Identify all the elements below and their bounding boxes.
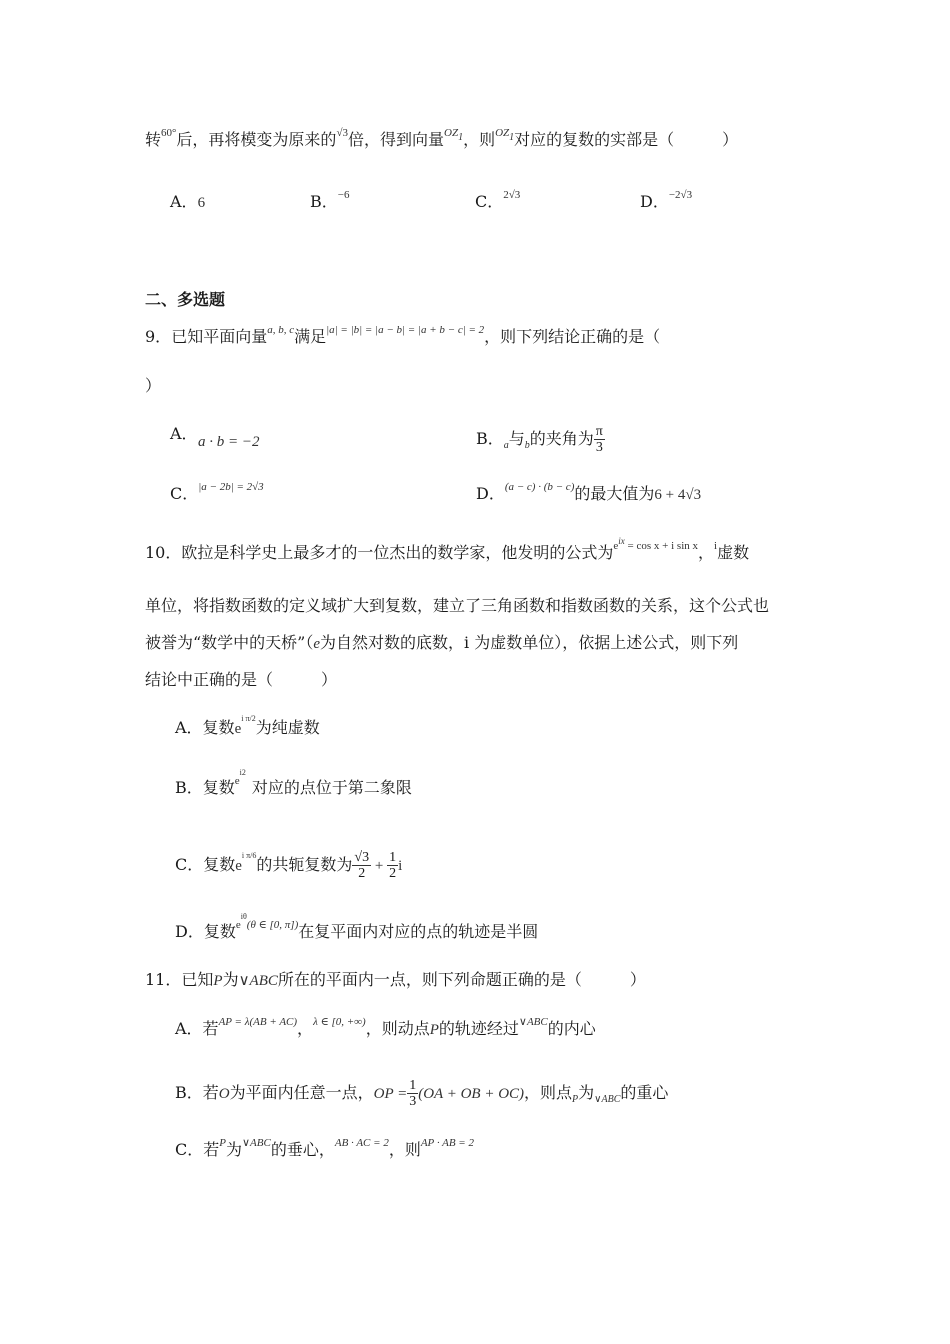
q8-option-b: B．$^{-6}$: [310, 189, 350, 211]
q10-stem-line3: 被誉为“数学中的天桥”（e为自然对数的底数，i 为虚数单位），依据上述公式，则下列: [145, 633, 739, 652]
q10-option-d: D．复数$^{ei\theta(\theta \in [0, \pi])}$在复平面内对应的点的轨迹是半圆: [175, 912, 539, 941]
q10-option-a: A．复数$e^{i \pi/2}$为纯虚数: [175, 714, 320, 737]
q11-option-a: A．若$^{AP = \lambda(AB + AC)}$，$^{\lambda \in [0, +\infty)}$，则动点P的轨迹经过$^{\vee ABC}$的内心: [175, 1016, 596, 1038]
q10-stem-line1: 10．欧拉是科学史上最多才的一位杰出的数学家，他发明的公式为$^{e^{ix} = cos x + i sin x}$，$^i$虚数: [145, 536, 750, 562]
q9-option-a-expr: a · b = −2: [198, 434, 260, 450]
one-half: $\frac{1}{2}$: [389, 850, 397, 881]
q11-option-b: B．若O为平面内任意一点，OP = $\frac{1}{3}$ (OA + OB + OC)，则点$_P$为$_{\vee ABC}$的重心: [175, 1078, 669, 1109]
q9-condition: |a| = |b| = |a − b| = |a + b − c| = 2: [326, 324, 485, 336]
q9-option-c: C．$^{|a - 2b| = 2√3}$: [170, 481, 264, 503]
q9-option-b: B．$_a$与$_b$的夹角为 $\frac{\pi}{3}$: [476, 424, 603, 455]
euler-formula: eix = cos x + i sin x: [613, 536, 698, 552]
q10-stem-line2: 单位，将指数函数的定义域扩大到复数，建立了三角函数和指数函数的关系，这个公式也: [145, 596, 770, 615]
triangle-abc: ∨ABC: [238, 973, 278, 989]
sqrt3: √3: [336, 127, 348, 139]
one-third: $\frac{1}{3}$: [409, 1078, 417, 1109]
q11-stem: 11．已知P为∨ABC所在的平面内一点，则下列命题正确的是（ ）: [145, 970, 646, 989]
q10-option-c: C．复数$e^{i \pi/6}$的共轭复数为 $\frac{√3}{2}$ + $\frac{1}{2}$ i: [175, 850, 403, 881]
q8-option-a: A．6: [170, 192, 206, 211]
sqrt3-over-2: $\frac{√3}{2}$: [354, 850, 370, 881]
q9-stem: 9．已知平面向量$^{a, b, c}$满足$^{|a| = |b| = |a - b| = |a + b - c| = 2}$，则下列结论正确的是（: [145, 324, 661, 346]
q9-option-d: D．$^{(a - c) \cdot (b - c)}$的最大值为6 + 4√3: [476, 481, 702, 503]
q11-option-c: C．若$^P$为$^{\vee ABC}$的垂心，$^{AB \cdot AC = 2}$，则$^{AP \cdot AB = 2}$: [175, 1137, 474, 1159]
q8-stem-line: 转$^{60^\circ}$后，再将模变为原来的$^{√3}$倍，得到向量$^{OZ1}$，则$^{OZ1}$对应的复数的实部是（ ）: [145, 127, 739, 149]
q9-vars: a, b, c: [267, 324, 295, 336]
section-title: 二、多选题: [145, 290, 226, 309]
q9-stem-close: ）: [145, 376, 162, 395]
pi-over-3: $\frac{\pi}{3}$: [595, 424, 603, 455]
q10-stem-line4: 结论中正确的是（ ）: [145, 670, 338, 689]
q8-option-c: C．$^{2√3}$: [475, 189, 521, 211]
q8-option-d: D．$^{-2√3}$: [640, 189, 693, 211]
q10-option-b: B．复数$^{ei2}$对应的点位于第二象限: [175, 768, 412, 797]
vector-oz1: OZ1: [444, 127, 464, 143]
q9-option-a: A．: [170, 424, 198, 443]
angle-60: 60°: [161, 127, 177, 139]
vector-oz1-b: OZ1: [495, 127, 515, 143]
